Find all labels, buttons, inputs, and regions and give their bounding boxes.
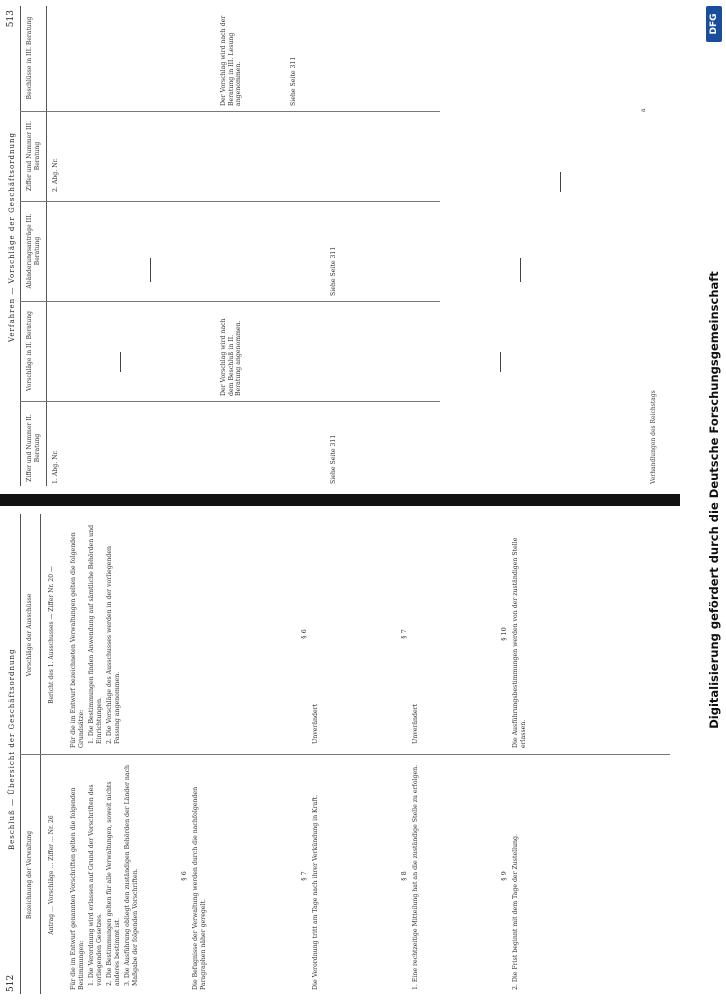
col-ziffer-iii: Ziffer und Nummer III. Beratung bbox=[26, 121, 41, 191]
left-page bbox=[0, 508, 680, 1000]
dash-4 bbox=[520, 258, 521, 282]
left-running-head: Beschluß — Übersicht der Geschäftsordnung bbox=[8, 648, 16, 850]
col-divider-4 bbox=[20, 111, 440, 112]
section-sign-6: § 6 bbox=[180, 871, 188, 881]
unchanged-label-1: Unverändert bbox=[312, 703, 319, 744]
right-paragraph-6: Die Ausführungsbestimmungen werden von der zuständigen Stelle erlassen. bbox=[512, 537, 527, 748]
right-paragraph-1: Für die im Entwurf bezeichneten Verwaltungen gelten die folgenden Grundsätze: bbox=[70, 532, 85, 748]
row-label-2: 2. Abg. Nr. bbox=[52, 158, 59, 192]
col-beschluesse-iii: Beschlüsse in III. Beratung bbox=[26, 16, 33, 100]
section-sign-9: § 9 bbox=[500, 871, 508, 881]
left-page-number: 512 bbox=[6, 974, 16, 992]
section-sign-7: § 7 bbox=[300, 871, 308, 881]
left-paragraph-3: 2. Die Bestimmungen gelten für alle Verwaltungen, soweit nichts anderes bestimmt ist. bbox=[106, 781, 121, 986]
left-paragraph-7: 1. Eine rechtzeitige Mitteilung hat an die zuständige Stelle zu erfolgen. bbox=[412, 764, 419, 990]
col-ziffer-ii: Ziffer und Nummer II. Beratung bbox=[26, 414, 41, 482]
dfg-banner bbox=[704, 0, 724, 1000]
left-paragraph-8: 2. Die Frist beginnt mit dem Tage der Zustellung. bbox=[512, 834, 519, 990]
right-section-7: § 7 bbox=[400, 629, 408, 639]
col-divider-2 bbox=[20, 301, 440, 302]
note-1: Der Vorschlag wird nach dem Beschluß in II. Beratung angenommen. bbox=[220, 318, 243, 396]
left-paragraph-1: Für die im Entwurf genannten Vorschriften gelten die folgenden Bestimmungen: bbox=[70, 787, 85, 990]
right-section-8: § 10 bbox=[500, 627, 508, 641]
right-paragraph-2: 1. Die Bestimmungen finden Anwendung auf sämtliche Behörden und Einrichtungen. bbox=[88, 524, 103, 744]
dfg-logo: DFG bbox=[706, 6, 722, 42]
left-paragraph-6: Die Verordnung tritt am Tage nach ihrer Verkündung in Kraft. bbox=[312, 794, 319, 990]
unchanged-label-2: Unverändert bbox=[412, 703, 419, 744]
left-col-header: Bezeichnung der Verwaltung bbox=[26, 830, 33, 920]
page-mark: a bbox=[640, 108, 647, 112]
right-col-header: Vorschläge der Ausschüsse bbox=[26, 593, 33, 677]
column-divider bbox=[20, 754, 670, 755]
col-abaenderung-iii: Abänderungsanträge III. Beratung bbox=[26, 213, 41, 289]
header-rule-right bbox=[46, 6, 47, 486]
dash-1 bbox=[120, 352, 121, 372]
note-2: Siehe Seite 311 bbox=[330, 434, 337, 484]
section-sign-8: § 8 bbox=[400, 871, 408, 881]
note-5: Siehe Seite 311 bbox=[290, 56, 297, 106]
right-header-group: Verfahren — Vorschläge der Geschäftsordnung bbox=[8, 131, 16, 342]
right-paragraph-3: 2. Die Vorschläge des Ausschusses werden in der vorliegenden Fassung angenommen. bbox=[106, 545, 121, 744]
col-divider-3 bbox=[20, 201, 440, 202]
page-footer: Verhandlungen des Reichstags bbox=[650, 390, 657, 484]
left-paragraph-2: 1. Die Verordnung wird erlassen auf Grund der Vorschriften des vorliegenden Gesetzes. bbox=[88, 784, 103, 986]
right-page bbox=[0, 0, 680, 492]
right-col-title: Bericht des 1. Ausschusses — Ziffer Nr. 20 — bbox=[48, 566, 55, 704]
note-4: Der Vorschlag wird nach der Beratung in III. Lesung angenommen. bbox=[220, 15, 243, 106]
dfg-banner-text: Digitalisierung gefördert durch die Deutsche Forschungsgemeinschaft bbox=[707, 271, 721, 729]
row-label-1: 1. Abg. Nr. bbox=[52, 450, 59, 484]
dash-2 bbox=[150, 258, 151, 282]
top-rule-right bbox=[20, 6, 21, 486]
left-col-title: Antrag … Vorschläge … Ziffer … Nr. 26 bbox=[48, 815, 55, 935]
col-divider-1 bbox=[20, 401, 440, 402]
right-section-6: § 6 bbox=[300, 629, 308, 639]
left-paragraph-5: Die Befugnisse der Verwaltung werden durch die nachfolgenden Paragraphen näher geregelt. bbox=[192, 786, 207, 990]
dash-3 bbox=[500, 352, 501, 372]
note-3: Siehe Seite 311 bbox=[330, 246, 337, 296]
col-vorschlaege-ii: Vorschläge in II. Beratung bbox=[26, 311, 33, 391]
right-page-number: 513 bbox=[6, 10, 16, 28]
book-gutter bbox=[0, 494, 680, 506]
dash-5 bbox=[560, 172, 561, 192]
left-paragraph-4: 3. Die Ausführung obliegt den zuständigen Behörden der Länder nach Maßgabe der folgenden Vorschriften. bbox=[124, 764, 139, 986]
